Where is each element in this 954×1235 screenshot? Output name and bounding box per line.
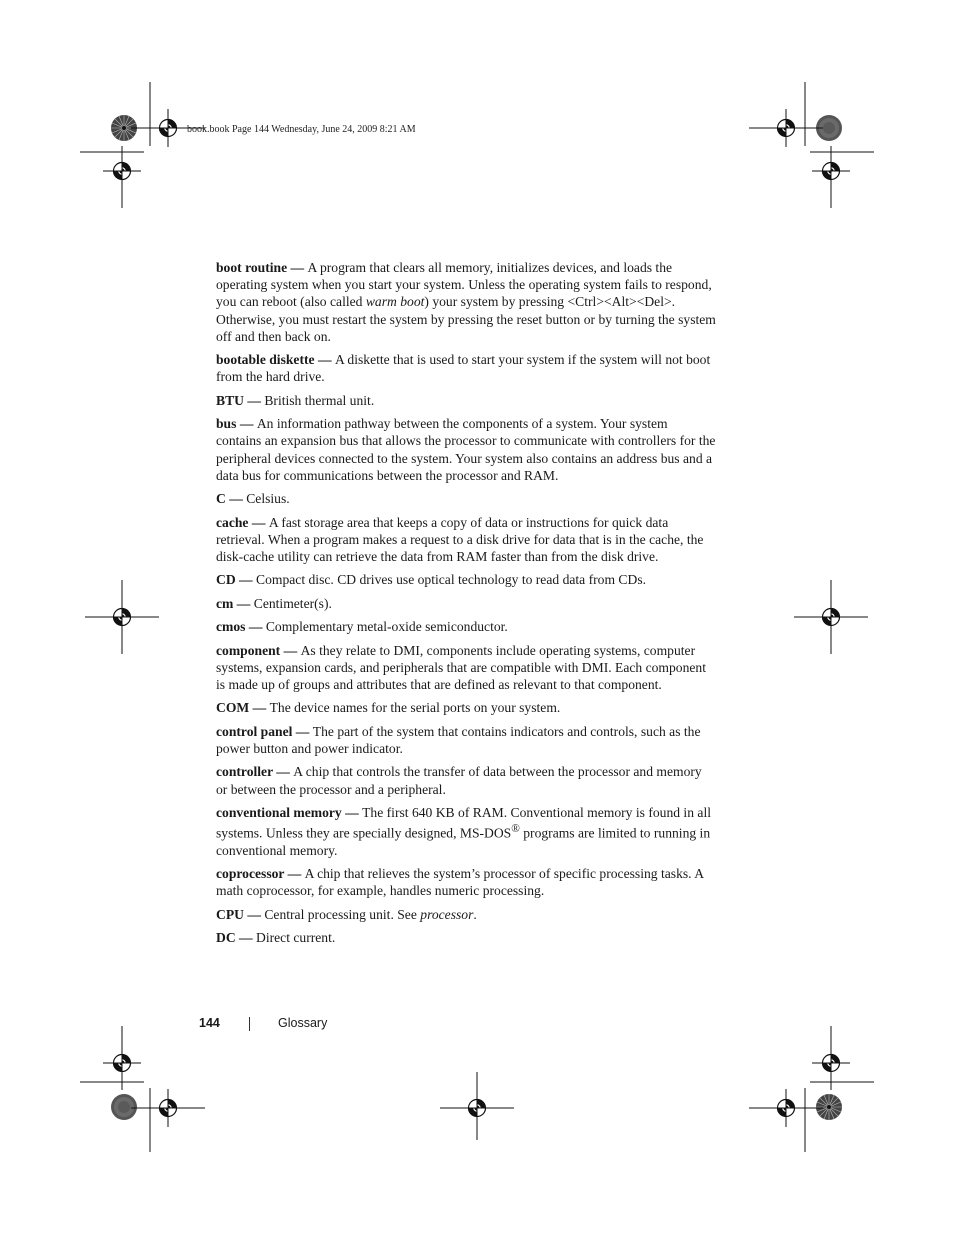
glossary-term: boot routine [216,260,288,275]
glossary-term: control panel [216,723,293,739]
glossary-term: component [216,642,281,658]
glossary-term: C [216,491,226,507]
term-separator: — [287,260,308,275]
glossary-term: controller [216,764,273,780]
glossary-definition: ) your system by pressing <Ctrl><Alt><Del>. Otherwise, you must restart the system by pressing the reset button or by turning the system off and then back on. [216,294,716,344]
term-separator: — [233,595,254,611]
glossary-term: CPU [216,906,244,922]
glossary-entry [216,723,716,757]
glossary-entry [216,763,716,797]
glossary-definition: An information pathway between the components of a system. Your system contains an expansion bus that allows the processor to communicate with controllers for the peripheral devices connected to the system. Your system also contains an address bus and a data bus for communications between the processor and RAM. [216,416,716,483]
glossary-entry [216,259,716,345]
glossary-term: BTU [216,392,244,408]
glossary-entry [216,490,716,507]
footer-divider [249,1017,250,1031]
glossary-definition: Centimeter(s). [253,595,332,611]
glossary-definition: Complementary metal-oxide semiconductor. [265,619,508,635]
term-separator: — [235,930,257,946]
glossary-definition: As they relate to DMI, components include operating systems, computer systems, expansion cards, and peripherals that are compatible with DMI. Each component is made up of groups and attributes that are defined as relevant to that component. [216,642,706,692]
glossary-entries [216,259,716,953]
glossary-definition: Compact disc. CD drives use optical technology to read data from CDs. [256,572,647,588]
glossary-term: conventional memory [216,804,342,820]
glossary-definition: A fast storage area that keeps a copy of data or instructions for quick data retrieval. When a program makes a request to a disk drive for data that is in the cache, the disk-cache utility can retrieve the data from RAM faster than from the disk drive. [216,514,704,564]
glossary-entry [216,514,716,566]
glossary-definition: Direct current. [256,930,336,946]
registration-star-icon [816,1094,842,1120]
page-number: 144 [199,1016,220,1030]
section-name: Glossary [278,1016,328,1030]
glossary-definition: British thermal unit. [264,392,375,408]
glossary-entry [216,571,716,588]
glossary-entry [216,699,716,716]
term-separator: — [243,906,265,922]
term-separator: — [248,514,269,530]
glossary-entry [216,906,716,923]
glossary-entry [216,392,716,409]
glossary-term: DC [216,930,236,946]
print-slug: book.book Page 144 Wednesday, June 24, 2009 8:21 AM [187,124,416,135]
glossary-entry [216,351,716,385]
glossary-term: cmos [216,619,246,635]
term-separator: — [243,392,265,408]
glossary-term: bus [216,416,237,432]
glossary-term: coprocessor [216,866,285,882]
glossary-definition: . [473,906,477,922]
glossary-definition: Celsius. [246,491,290,507]
glossary-entry [216,642,716,694]
glossary-entry [216,804,716,859]
registration-circle-icon [111,1094,137,1120]
registered-mark: ® [511,823,520,836]
glossary-definition: A diskette that is used to start your system if the system will not boot from the hard drive. [216,352,711,385]
glossary-term: CD [216,572,236,588]
term-separator: — [245,619,266,635]
term-separator: — [249,700,270,716]
glossary-definition: The part of the system that contains indicators and controls, such as the power button and power indicator. [216,723,701,756]
glossary-entry [216,929,716,946]
glossary-entry [216,865,716,899]
definition-emphasis: processor [420,906,474,922]
term-separator: — [314,352,335,368]
glossary-definition: The first 640 KB of RAM. Conventional memory is found in all systems. Unless they are specially designed, MS-DOS [216,804,711,841]
glossary-definition: A chip that controls the transfer of data between the processor and memory or between the processor and a peripheral. [216,764,702,797]
term-separator: — [225,491,247,507]
glossary-term: bootable diskette [216,352,315,368]
glossary-definition: programs are limited to running in conventional memory. [216,825,711,858]
term-separator: — [284,866,305,882]
glossary-term: cache [216,514,249,530]
term-separator: — [292,723,313,739]
glossary-entry [216,595,716,612]
glossary-definition: Central processing unit. See [264,906,421,922]
term-separator: — [341,804,363,820]
term-separator: — [272,764,294,780]
glossary-definition: A program that clears all memory, initializes devices, and loads the operating system when you start your system. Unless the operating system fails to respond, you can reboot (also called [216,260,712,310]
glossary-definition: The device names for the serial ports on your system. [269,700,561,716]
term-separator: — [236,416,257,432]
glossary-term: COM [216,700,250,716]
definition-emphasis: warm boot [365,294,425,310]
glossary-term: cm [216,595,234,611]
glossary-definition: A chip that relieves the system’s processor of specific processing tasks. A math coprocessor, for example, handles numeric processing. [216,866,704,899]
term-separator: — [280,642,301,658]
glossary-entry [216,618,716,635]
glossary-entry [216,415,716,484]
term-separator: — [235,572,257,588]
